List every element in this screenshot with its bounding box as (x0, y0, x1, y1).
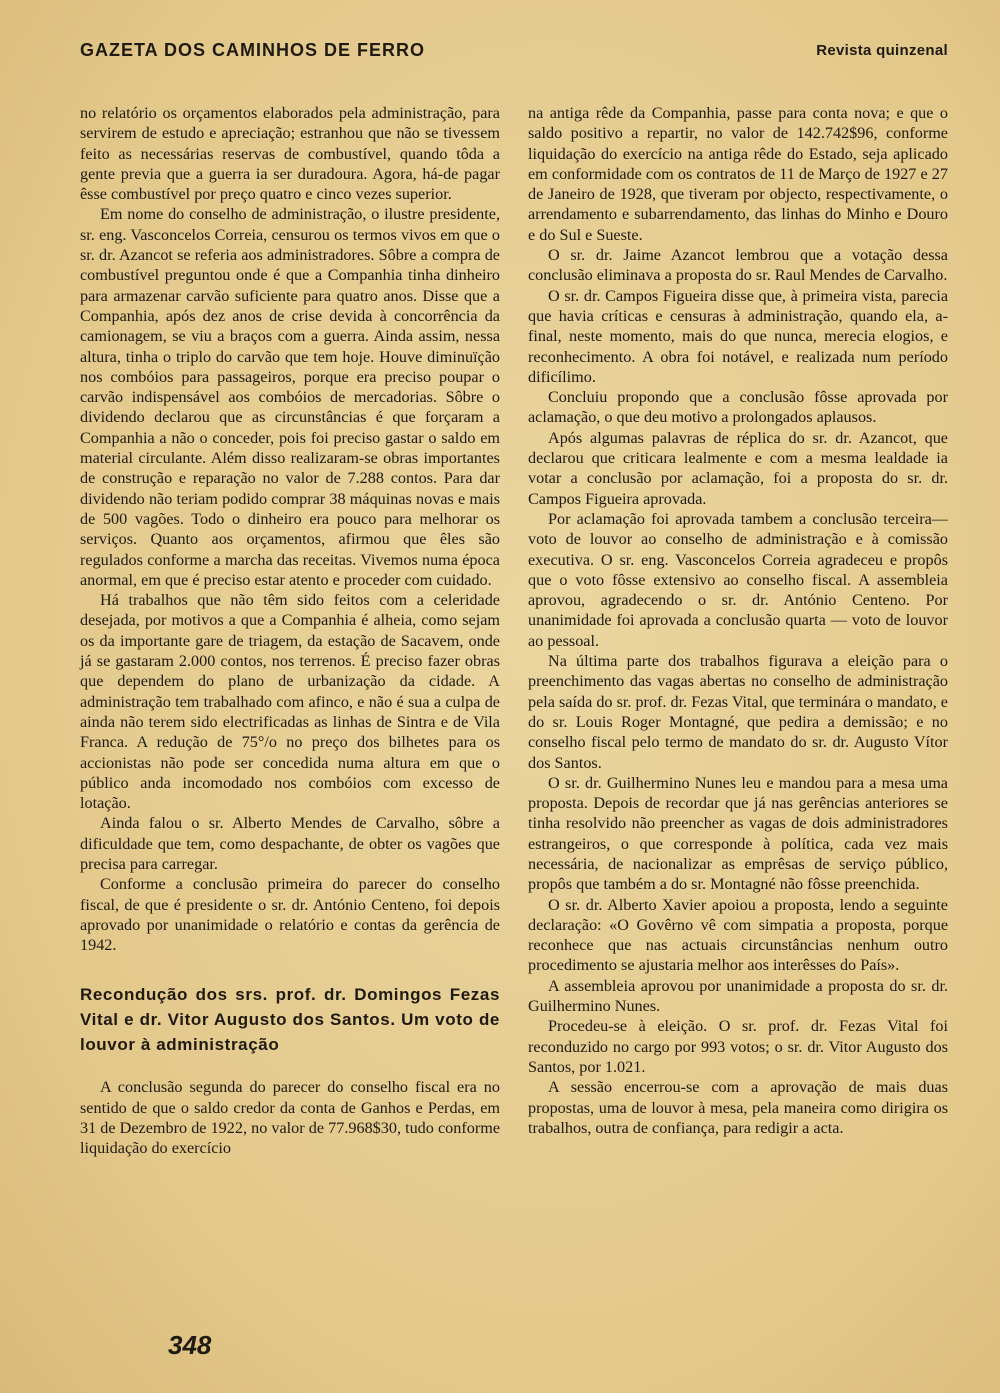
paragraph: Após algumas palavras de réplica do sr. dr. Azancot, que declarou que criticara lealmente e com a mesma lealdade ia votar a conclusão por aclamação, foi a proposta do sr. dr. Campos Figueira aprovada. (528, 428, 948, 508)
paragraph: Ainda falou o sr. Alberto Mendes de Carvalho, sôbre a dificuldade que tem, como despachante, de obter os vagões que precisa para carregar. (80, 814, 500, 873)
publication-subtitle: Revista quinzenal (816, 42, 948, 59)
page-header (80, 40, 948, 62)
paragraph: A conclusão segunda do parecer do conselho fiscal era no sentido de que o saldo credor da conta de Ganhos e Perdas, em 31 de Dezembro de 1922, no valor de 77.968$30, tudo conforme liquidação do exercício (80, 1078, 500, 1158)
page-number: 348 (168, 1330, 212, 1360)
paragraph: Procedeu-se à eleição. O sr. prof. dr. Fezas Vital foi reconduzido no cargo por 993 votos; o sr. dr. Vitor Augusto dos Santos, por 1.021. (528, 1017, 948, 1076)
section-heading: Recondução dos srs. prof. dr. Domingos Fezas Vital e dr. Vitor Augusto dos Santos. Um voto de louvor à administração (80, 985, 500, 1055)
paragraph: Em nome do conselho de administração, o ilustre presidente, sr. eng. Vasconcelos Correia, censurou os termos vivos em que o sr. dr. Azancot se referia aos administradores. Sôbre a compra de combustível preguntou onde é que a Companhia tinha dinheiro para armazenar carvão suficiente para quatro anos. Disse que a Companhia, após dez anos de crise devida à concorrência da camionagem, se viu a braços com a guerra. Ainda assim, nessa altura, tinha o triplo do carvão que tem hoje. Houve diminuïção nos combóios para passageiros, porque era preciso poupar o carvão indispensável aos combóios de mercadorias. Sôbre o dividendo declarou que as circunstâncias é que forçaram a Companhia a não o conceder, pois foi preciso gastar o saldo em material circulante. Além disso realizaram-se obras importantes de construção e reparação no valor de 7.288 contos. Para dar dividendo não teriam podido comprar 38 máquinas novas e mais de 500 vagões. Todo o dinheiro era pouco para melhorar os serviços. Quanto aos orçamentos, afirmou que êles são regulados conforme a marcha das receitas. Vivemos numa época anormal, em que é preciso estar atento e proceder com cuidado. (80, 205, 500, 589)
paragraph: Por aclamação foi aprovada tambem a conclusão terceira—voto de louvor ao conselho de administração e à comissão executiva. O sr. eng. Vasconcelos Correia agradeceu e propôs que o voto fôsse extensivo ao conselho fiscal. A assembleia aprovou, agradecendo o sr. dr. António Centeno. Por unanimidade foi aprovada a conclusão quarta — voto de louvor ao pessoal. (528, 509, 948, 650)
paragraph: O sr. dr. Guilhermino Nunes leu e mandou para a mesa uma proposta. Depois de recordar que já nas gerências anteriores se tinha resolvido não preencher as vagas de dois administradores estrangeiros, o que corresponde à política, cada vez mais necessária, de nacionalizar as emprêsas de serviço público, propôs que também a do sr. Montagné não fôsse preenchida. (528, 773, 948, 894)
paragraph: O sr. dr. Jaime Azancot lembrou que a votação dessa conclusão eliminava a proposta do sr. Raul Mendes de Carvalho. (528, 246, 948, 285)
paragraph: Há trabalhos que não têm sido feitos com a celeridade desejada, por motivos a que a Companhia é alheia, como sejam os da importante gare de triagem, da estação de Sacavem, onde já se gastaram 2.000 contos, nos terrenos. É preciso fazer obras que dependem do plano de urbanização da cidade. A administração tem trabalhado com afinco, e não é sua a culpa de ainda não terem sido electrificadas as linhas de Sintra e de Vila Franca. A redução de 75°/o no preço dos bilhetes para os accionistas não pode ser concedida numa altura em que o público anda incomodado nos combóios com excesso de lotação. (80, 591, 500, 813)
paragraph: na antiga rêde da Companhia, passe para conta nova; e que o saldo positivo a repartir, no valor de 142.742$96, conforme liquidação do exercício na antiga rêde do Estado, seja aplicado em conformidade com os contratos de 11 de Março de 1927 e 27 de Janeiro de 1928, que tiveram por objecto, respectivamente, o arrendamento e subarrendamento, das linhas do Minho e Douro e do Sul e Sueste. (528, 104, 948, 244)
paragraph: O sr. dr. Campos Figueira disse que, à primeira vista, parecia que havia críticas e censuras à administração, quando ela, a-final, neste momento, mais do que nunca, merecia elogios, e reconhecimento. A obra foi notável, e realizada num período dificílimo. (528, 286, 948, 386)
paragraph: A assembleia aprovou por unanimidade a proposta do sr. dr. Guilhermino Nunes. (528, 976, 948, 1016)
paragraph: A sessão encerrou-se com a aprovação de mais duas propostas, uma de louvor à mesa, pela maneira como dirigira os trabalhos, outra de confiança, para redigir a acta. (528, 1078, 948, 1137)
paragraph: O sr. dr. Alberto Xavier apoiou a proposta, lendo a seguinte declaração: «O Govêrno vê com simpatia a proposta, porque reconhece que nas actuais circunstâncias nenhum outro procedimento se ajustaria melhor aos interêsses do País». (528, 895, 948, 975)
paragraph: Na última parte dos trabalhos figurava a eleição para o preenchimento das vagas abertas no conselho de administração pela saída do sr. prof. dr. Fezas Vital, que terminára o mandato, e do sr. Louis Roger Montagné, que pedira a demissão; e no conselho fiscal pelo termo de mandato do sr. dr. Augusto Vítor dos Santos. (528, 652, 948, 772)
left-column (80, 103, 500, 1159)
publication-title: GAZETA DOS CAMINHOS DE FERRO (80, 40, 426, 60)
paragraph: no relatório os orçamentos elaborados pela administração, para servirem de estudo e apreciação; estranhou que não se tivessem feito as necessárias reservas de combustível, quando tôda a gente previa que a guerra ia ser duradoura. Agora, há-de pagar êsse combustível por preço quatro e cinco vezes superior. (80, 104, 500, 204)
paragraph: Conforme a conclusão primeira do parecer do conselho fiscal, de que é presidente o sr. dr. António Centeno, foi depois aprovado por unanimidade o relatório e contas da gerência de 1942. (80, 875, 500, 955)
right-column (528, 103, 948, 1138)
paragraph: Concluiu propondo que a conclusão fôsse aprovada por aclamação, o que deu motivo a prolongados aplausos. (528, 388, 948, 427)
